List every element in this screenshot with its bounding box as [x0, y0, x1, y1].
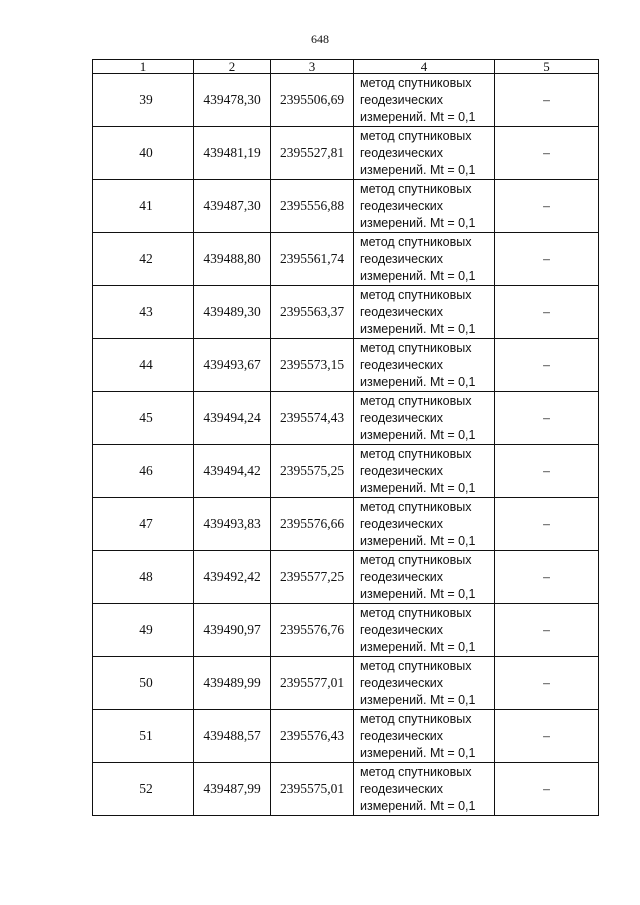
point-number-cell: 47 [93, 498, 194, 551]
method-line: измерений. Mt = 0,1 [360, 533, 476, 548]
x-coordinate-cell: 439481,19 [194, 127, 271, 180]
method-line: геодезических [360, 516, 444, 531]
method-cell [354, 604, 495, 657]
method-line: геодезических [360, 622, 444, 637]
x-coordinate-cell: 439492,42 [194, 551, 271, 604]
table-row [93, 286, 599, 339]
point-number-cell: 39 [93, 74, 194, 127]
method-line: измерений. Mt = 0,1 [360, 798, 476, 813]
method-line: метод спутниковых [360, 499, 472, 514]
note-cell: – [495, 74, 599, 127]
method-cell [354, 710, 495, 763]
method-cell [354, 445, 495, 498]
y-coordinate-cell: 2395556,88 [271, 180, 354, 233]
method-cell [354, 233, 495, 286]
x-coordinate-cell: 439494,24 [194, 392, 271, 445]
y-coordinate-cell: 2395574,43 [271, 392, 354, 445]
method-line: метод спутниковых [360, 128, 472, 143]
method-line: геодезических [360, 145, 444, 160]
method-line: метод спутниковых [360, 711, 472, 726]
table-row [93, 74, 599, 127]
point-number-cell: 45 [93, 392, 194, 445]
method-line: метод спутниковых [360, 234, 472, 249]
note-cell: – [495, 604, 599, 657]
point-number-cell: 52 [93, 763, 194, 816]
method-line: измерений. Mt = 0,1 [360, 586, 476, 601]
point-number-cell: 40 [93, 127, 194, 180]
note-cell: – [495, 657, 599, 710]
method-line: измерений. Mt = 0,1 [360, 215, 476, 230]
method-line: измерений. Mt = 0,1 [360, 427, 476, 442]
header-col-2: 2 [194, 60, 271, 74]
method-cell [354, 657, 495, 710]
method-line: измерений. Mt = 0,1 [360, 374, 476, 389]
table-body [93, 74, 599, 816]
note-cell: – [495, 180, 599, 233]
table-row [93, 233, 599, 286]
table-row [93, 604, 599, 657]
y-coordinate-cell: 2395575,01 [271, 763, 354, 816]
y-coordinate-cell: 2395563,37 [271, 286, 354, 339]
table-row [93, 339, 599, 392]
y-coordinate-cell: 2395527,81 [271, 127, 354, 180]
y-coordinate-cell: 2395575,25 [271, 445, 354, 498]
method-line: измерений. Mt = 0,1 [360, 109, 476, 124]
method-line: измерений. Mt = 0,1 [360, 321, 476, 336]
method-line: геодезических [360, 410, 444, 425]
method-line: метод спутниковых [360, 605, 472, 620]
method-line: геодезических [360, 463, 444, 478]
note-cell: – [495, 392, 599, 445]
x-coordinate-cell: 439493,83 [194, 498, 271, 551]
note-cell: – [495, 710, 599, 763]
point-number-cell: 48 [93, 551, 194, 604]
point-number-cell: 49 [93, 604, 194, 657]
table-row [93, 710, 599, 763]
table-row [93, 551, 599, 604]
note-cell: – [495, 763, 599, 816]
method-line: метод спутниковых [360, 340, 472, 355]
x-coordinate-cell: 439490,97 [194, 604, 271, 657]
table-row [93, 392, 599, 445]
note-cell: – [495, 286, 599, 339]
method-line: геодезических [360, 198, 444, 213]
y-coordinate-cell: 2395577,25 [271, 551, 354, 604]
method-line: измерений. Mt = 0,1 [360, 268, 476, 283]
point-number-cell: 42 [93, 233, 194, 286]
y-coordinate-cell: 2395506,69 [271, 74, 354, 127]
method-line: измерений. Mt = 0,1 [360, 480, 476, 495]
method-cell [354, 127, 495, 180]
table-row [93, 657, 599, 710]
method-cell [354, 74, 495, 127]
method-line: измерений. Mt = 0,1 [360, 692, 476, 707]
note-cell: – [495, 498, 599, 551]
method-line: измерений. Mt = 0,1 [360, 162, 476, 177]
method-cell [354, 180, 495, 233]
x-coordinate-cell: 439488,57 [194, 710, 271, 763]
method-cell [354, 286, 495, 339]
y-coordinate-cell: 2395573,15 [271, 339, 354, 392]
coordinates-table [92, 59, 599, 816]
y-coordinate-cell: 2395576,43 [271, 710, 354, 763]
method-line: метод спутниковых [360, 764, 472, 779]
method-line: геодезических [360, 781, 444, 796]
x-coordinate-cell: 439493,67 [194, 339, 271, 392]
method-line: геодезических [360, 304, 444, 319]
note-cell: – [495, 445, 599, 498]
method-line: измерений. Mt = 0,1 [360, 745, 476, 760]
note-cell: – [495, 551, 599, 604]
method-line: метод спутниковых [360, 446, 472, 461]
method-line: метод спутниковых [360, 658, 472, 673]
y-coordinate-cell: 2395576,76 [271, 604, 354, 657]
method-line: геодезических [360, 675, 444, 690]
y-coordinate-cell: 2395561,74 [271, 233, 354, 286]
method-cell [354, 551, 495, 604]
table-header-row [93, 60, 599, 74]
x-coordinate-cell: 439489,30 [194, 286, 271, 339]
y-coordinate-cell: 2395577,01 [271, 657, 354, 710]
method-line: метод спутниковых [360, 393, 472, 408]
method-cell [354, 763, 495, 816]
point-number-cell: 43 [93, 286, 194, 339]
header-col-5: 5 [495, 60, 599, 74]
method-cell [354, 339, 495, 392]
method-cell [354, 392, 495, 445]
method-line: геодезических [360, 357, 444, 372]
point-number-cell: 46 [93, 445, 194, 498]
header-col-3: 3 [271, 60, 354, 74]
point-number-cell: 41 [93, 180, 194, 233]
table-row [93, 180, 599, 233]
method-line: измерений. Mt = 0,1 [360, 639, 476, 654]
x-coordinate-cell: 439494,42 [194, 445, 271, 498]
method-line: метод спутниковых [360, 181, 472, 196]
method-line: геодезических [360, 728, 444, 743]
method-line: метод спутниковых [360, 75, 472, 90]
header-col-4: 4 [354, 60, 495, 74]
method-line: геодезических [360, 569, 444, 584]
point-number-cell: 44 [93, 339, 194, 392]
page-number: 648 [311, 32, 329, 46]
point-number-cell: 51 [93, 710, 194, 763]
y-coordinate-cell: 2395576,66 [271, 498, 354, 551]
x-coordinate-cell: 439487,30 [194, 180, 271, 233]
x-coordinate-cell: 439488,80 [194, 233, 271, 286]
method-line: метод спутниковых [360, 287, 472, 302]
note-cell: – [495, 233, 599, 286]
method-line: метод спутниковых [360, 552, 472, 567]
table-row [93, 498, 599, 551]
point-number-cell: 50 [93, 657, 194, 710]
note-cell: – [495, 339, 599, 392]
header-col-1: 1 [93, 60, 194, 74]
table-row [93, 445, 599, 498]
method-cell [354, 498, 495, 551]
method-line: геодезических [360, 251, 444, 266]
note-cell: – [495, 127, 599, 180]
table-row [93, 763, 599, 816]
x-coordinate-cell: 439489,99 [194, 657, 271, 710]
method-line: геодезических [360, 92, 444, 107]
table-row [93, 127, 599, 180]
x-coordinate-cell: 439478,30 [194, 74, 271, 127]
x-coordinate-cell: 439487,99 [194, 763, 271, 816]
